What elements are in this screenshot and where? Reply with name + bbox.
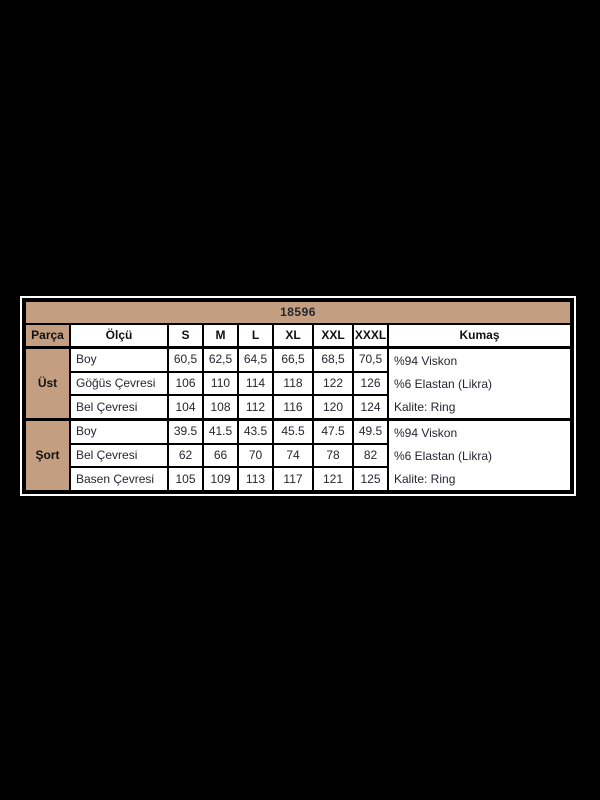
col-header-l: L: [238, 324, 273, 348]
model-code: 18596: [24, 300, 572, 324]
col-header-m: M: [203, 324, 238, 348]
measure-value: 122: [313, 372, 353, 396]
measure-value: 113: [238, 467, 273, 492]
measure-value: 45.5: [273, 420, 313, 444]
size-chart-frame: [20, 296, 576, 496]
fabric-line: %6 Elastan (Likra): [394, 448, 493, 463]
fabric-cell-sort: [388, 420, 572, 493]
measure-value: 114: [238, 372, 273, 396]
table-row: [24, 420, 572, 444]
col-header-s: S: [168, 324, 203, 348]
col-header-kumas: Kumaş: [388, 324, 572, 348]
measure-value: 74: [273, 444, 313, 468]
col-header-xl: XL: [273, 324, 313, 348]
measure-label: Bel Çevresi: [70, 444, 168, 468]
measure-value: 121: [313, 467, 353, 492]
measure-value: 112: [238, 395, 273, 419]
measure-value: 49.5: [353, 420, 388, 444]
measure-label: Boy: [70, 348, 168, 372]
fabric-line: Kalite: Ring: [394, 471, 456, 486]
measure-value: 60,5: [168, 348, 203, 372]
measure-label: Basen Çevresi: [70, 467, 168, 492]
measure-value: 62: [168, 444, 203, 468]
measure-value: 125: [353, 467, 388, 492]
measure-value: 82: [353, 444, 388, 468]
measure-value: 47.5: [313, 420, 353, 444]
measure-label: Göğüs Çevresi: [70, 372, 168, 396]
measure-value: 39.5: [168, 420, 203, 444]
measure-value: 126: [353, 372, 388, 396]
measure-value: 120: [313, 395, 353, 419]
group-label-ust: Üst: [24, 348, 70, 420]
measure-label: Bel Çevresi: [70, 395, 168, 419]
measure-value: 104: [168, 395, 203, 419]
col-header-parca: Parça: [24, 324, 70, 348]
title-row: [24, 300, 572, 324]
measure-value: 41.5: [203, 420, 238, 444]
measure-value: 64,5: [238, 348, 273, 372]
measure-label: Boy: [70, 420, 168, 444]
measure-value: 106: [168, 372, 203, 396]
measure-value: 70: [238, 444, 273, 468]
measure-value: 66,5: [273, 348, 313, 372]
measure-value: 124: [353, 395, 388, 419]
col-header-xxxl: XXXL: [353, 324, 388, 348]
table-row: [24, 348, 572, 372]
fabric-line: %94 Viskon: [394, 425, 458, 440]
measure-value: 117: [273, 467, 313, 492]
fabric-line: Kalite: Ring: [394, 399, 456, 414]
size-chart-table: [22, 298, 574, 494]
measure-value: 110: [203, 372, 238, 396]
measure-value: 109: [203, 467, 238, 492]
measure-value: 62,5: [203, 348, 238, 372]
column-header-row: [24, 324, 572, 348]
measure-value: 78: [313, 444, 353, 468]
measure-value: 68,5: [313, 348, 353, 372]
fabric-line: %94 Viskon: [394, 353, 458, 368]
measure-value: 108: [203, 395, 238, 419]
measure-value: 116: [273, 395, 313, 419]
col-header-xxl: XXL: [313, 324, 353, 348]
fabric-cell-ust: [388, 348, 572, 420]
measure-value: 105: [168, 467, 203, 492]
measure-value: 118: [273, 372, 313, 396]
col-header-olcu: Ölçü: [70, 324, 168, 348]
measure-value: 43.5: [238, 420, 273, 444]
measure-value: 66: [203, 444, 238, 468]
group-label-sort: Şort: [24, 420, 70, 493]
fabric-line: %6 Elastan (Likra): [394, 376, 493, 391]
measure-value: 70,5: [353, 348, 388, 372]
